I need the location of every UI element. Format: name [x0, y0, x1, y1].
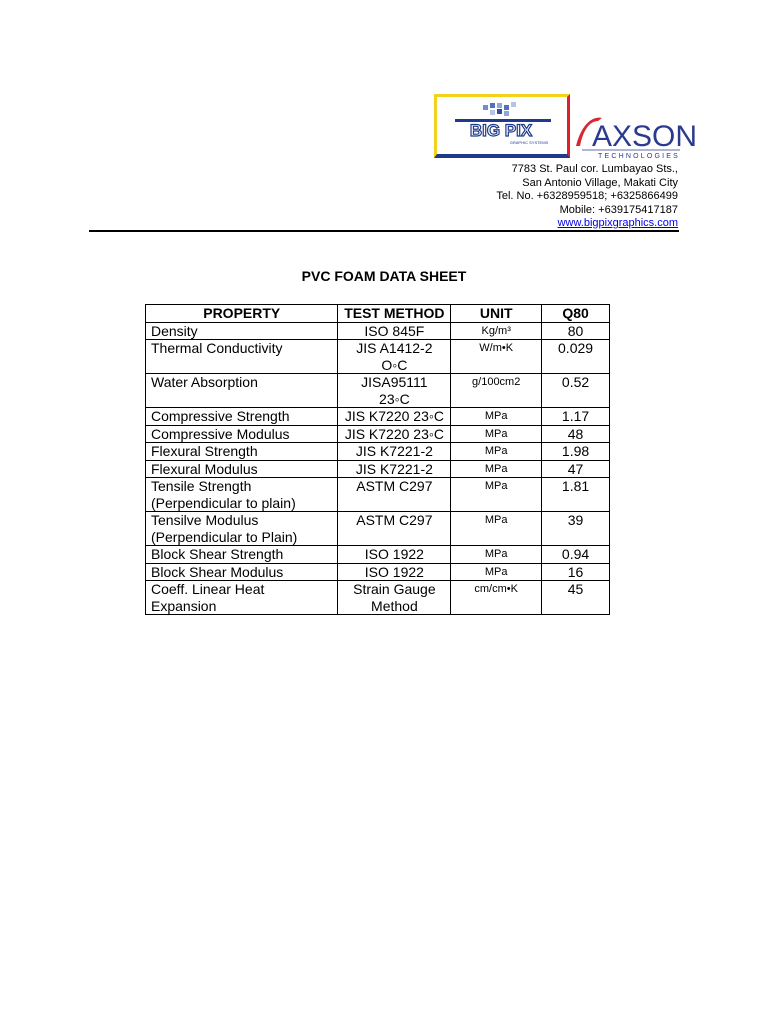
column-header-test-method: TEST METHOD [338, 305, 451, 323]
unit-cell: MPa [451, 512, 542, 546]
page-title: PVC FOAM DATA SHEET [301, 268, 467, 284]
table-row [146, 322, 610, 340]
unit-cell: W/m•K [451, 340, 542, 374]
test-method-cell: ISO 845F [338, 322, 451, 340]
q80-value-cell: 45 [542, 581, 610, 615]
q80-value-cell: 80 [542, 322, 610, 340]
test-method-cell: JIS K7220 23◦C [338, 425, 451, 443]
unit-cell: cm/cm•K [451, 581, 542, 615]
unit-cell: MPa [451, 478, 542, 512]
q80-value-cell: 0.94 [542, 546, 610, 564]
axson-logo-icon [574, 112, 698, 162]
test-method-cell: JIS K7220 23◦C [338, 408, 451, 426]
property-cell: Compressive Strength [146, 408, 338, 426]
property-cell: Flexural Modulus [146, 460, 338, 478]
unit-cell: MPa [451, 425, 542, 443]
bigpix-logo-tagline: GRAPHIC SYSTEMS [509, 140, 549, 145]
q80-value-cell: 16 [542, 563, 610, 581]
property-cell: Block Shear Modulus [146, 563, 338, 581]
column-header-q80: Q80 [542, 305, 610, 323]
test-method-cell: Strain Gauge Method [338, 581, 451, 615]
unit-cell: MPa [451, 408, 542, 426]
bigpix-logo-text: BIG PIX [469, 121, 533, 140]
property-cell: Density [146, 322, 338, 340]
table-row [146, 374, 610, 408]
unit-cell: g/100cm2 [451, 374, 542, 408]
header-divider [89, 230, 679, 232]
property-cell: Flexural Strength [146, 443, 338, 461]
unit-cell: MPa [451, 460, 542, 478]
axson-logo-tagline: TECHNOLOGIES [597, 153, 680, 160]
q80-value-cell: 1.17 [542, 408, 610, 426]
address-line-1: 7783 St. Paul cor. Lumbayao Sts., [511, 163, 678, 175]
test-method-cell: JISA95111 23◦C [338, 374, 451, 408]
bigpix-logo-icon [434, 94, 570, 158]
table-row [146, 512, 610, 546]
q80-value-cell: 0.029 [542, 340, 610, 374]
table-row [146, 340, 610, 374]
q80-value-cell: 48 [542, 425, 610, 443]
q80-value-cell: 47 [542, 460, 610, 478]
property-cell: Water Absorption [146, 374, 338, 408]
test-method-cell: JIS A1412-2 O◦C [338, 340, 451, 374]
column-header-unit: UNIT [451, 305, 542, 323]
property-cell: Coeff. Linear Heat Expansion [146, 581, 338, 615]
table-row [146, 408, 610, 426]
property-cell: Thermal Conductivity [146, 340, 338, 374]
column-header-property: PROPERTY [146, 305, 338, 323]
test-method-cell: JIS K7221-2 [338, 443, 451, 461]
table-row [146, 478, 610, 512]
website-link[interactable]: www.bigpixgraphics.com [557, 217, 678, 229]
unit-cell: MPa [451, 546, 542, 564]
property-cell: Tensilve Modulus (Perpendicular to Plain) [146, 512, 338, 546]
phone-numbers: Tel. No. +6328959518; +6325866499 [496, 190, 678, 202]
q80-value-cell: 39 [542, 512, 610, 546]
property-cell: Block Shear Strength [146, 546, 338, 564]
axson-logo-text: AXSON [592, 120, 698, 153]
test-method-cell: ASTM C297 [338, 478, 451, 512]
q80-value-cell: 0.52 [542, 374, 610, 408]
table-row [146, 443, 610, 461]
table-row [146, 460, 610, 478]
test-method-cell: ASTM C297 [338, 512, 451, 546]
test-method-cell: ISO 1922 [338, 563, 451, 581]
property-cell: Compressive Modulus [146, 425, 338, 443]
q80-value-cell: 1.98 [542, 443, 610, 461]
test-method-cell: ISO 1922 [338, 546, 451, 564]
test-method-cell: JIS K7221-2 [338, 460, 451, 478]
mobile-number: Mobile: +639175417187 [559, 203, 678, 216]
table-row [146, 581, 610, 615]
data-sheet-table [145, 304, 610, 615]
table-row [146, 563, 610, 581]
property-cell: Tensile Strength (Perpendicular to plain) [146, 478, 338, 512]
table-body [146, 322, 610, 615]
company-address [496, 163, 678, 231]
table-row [146, 546, 610, 564]
table-row [146, 425, 610, 443]
unit-cell: MPa [451, 563, 542, 581]
unit-cell: Kg/m³ [451, 322, 542, 340]
table-header-row [146, 305, 610, 323]
unit-cell: MPa [451, 443, 542, 461]
address-line-2: San Antonio Village, Makati City [522, 176, 678, 189]
q80-value-cell: 1.81 [542, 478, 610, 512]
